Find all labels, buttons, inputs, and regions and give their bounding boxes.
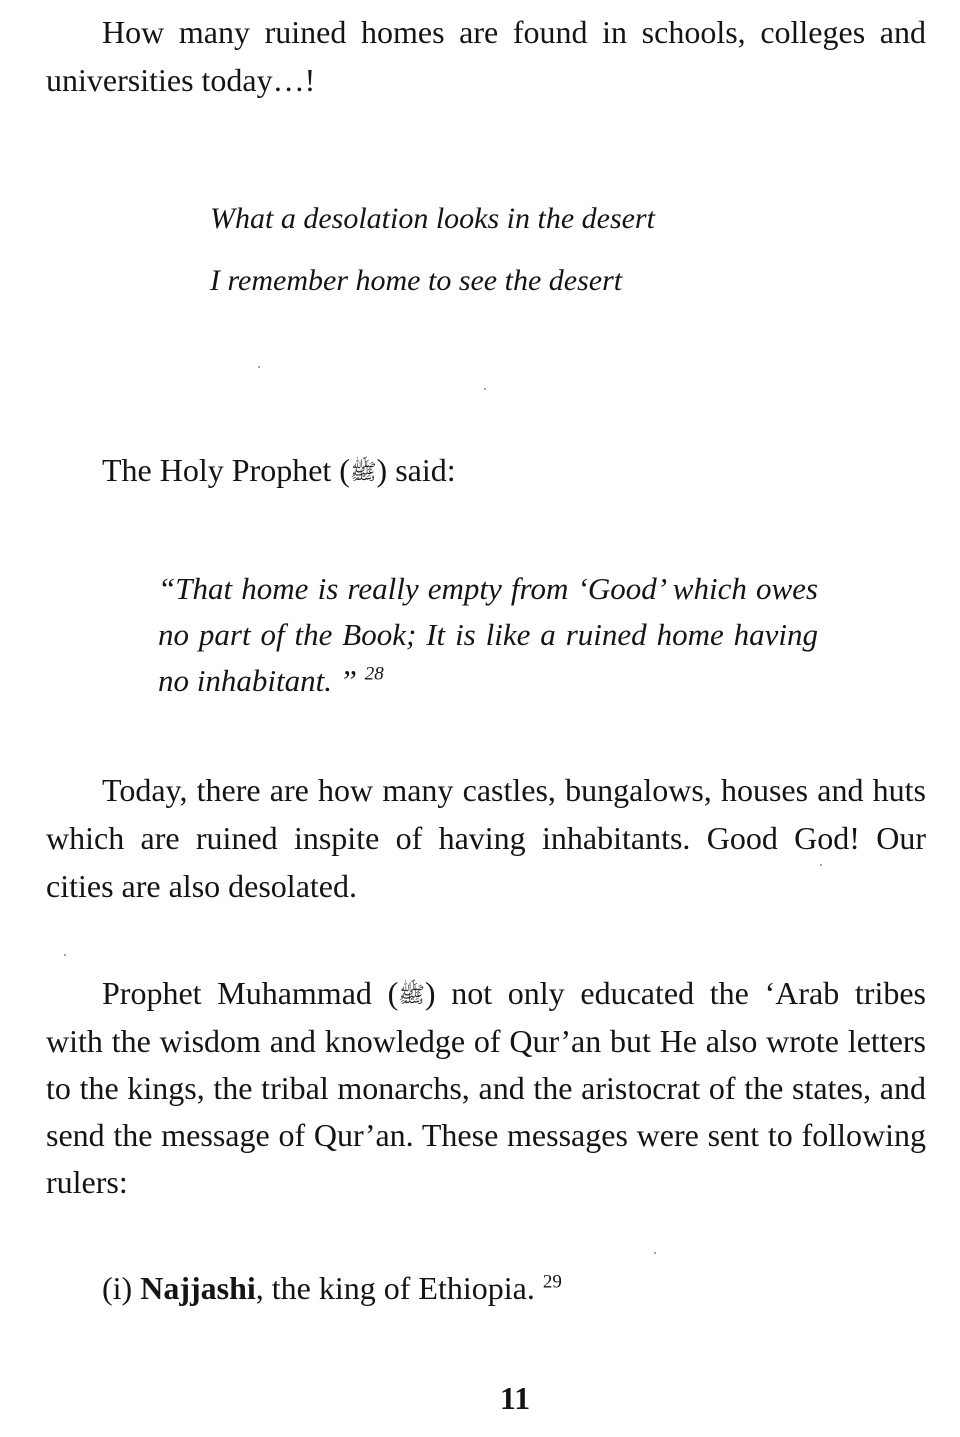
paragraph-castles: Today, there are how many castles, bungalows, houses and huts which are ruined inspite of having inhabitants. Good God! Our cities are also desolated. (46, 772, 926, 904)
page-number: 11 (499, 1380, 531, 1416)
footnote-29: 29 (542, 1271, 562, 1293)
hadith-quote: “That home is really empty from ‘Good’ which owes no part of the Book; It is like a ruined home having no inhabitant. ” $^{28}$ (158, 571, 818, 698)
prophet-said-intro: The Holy Prophet (ﷺ) said: (102, 450, 456, 492)
scan-speck (654, 1252, 656, 1254)
scan-speck (258, 366, 260, 368)
ruler-list-item-1: (i) Najjashi, the king of Ethiopia. $^{29}$ (102, 1270, 562, 1306)
paragraph-letters-to-rulers: Prophet Muhammad (ﷺ) not only educated the ‘Arab tribes with the wisdom and knowledge of Qur’an but He also wrote letters to the kings, the tribal monarchs, and the aristocrat of the states, and send the message of Qur’an. These messages were sent to following rulers: (46, 970, 926, 1206)
verse-line-1: What a desolation looks in the desert (210, 202, 655, 235)
verse-block (210, 188, 655, 312)
scan-speck (64, 954, 66, 956)
scan-speck (820, 864, 822, 866)
footnote-28: 28 (364, 663, 384, 685)
honorific-glyph: ﷺ (349, 459, 377, 484)
ruler-name: Najjashi (140, 1270, 256, 1306)
scan-speck (484, 388, 486, 390)
honorific-glyph-2: ﷺ (398, 982, 425, 1007)
verse-line-2: I remember home to see the desert (210, 264, 623, 297)
paragraph-ruined-homes: How many ruined homes are found in schools, colleges and universities today…! (46, 14, 926, 98)
